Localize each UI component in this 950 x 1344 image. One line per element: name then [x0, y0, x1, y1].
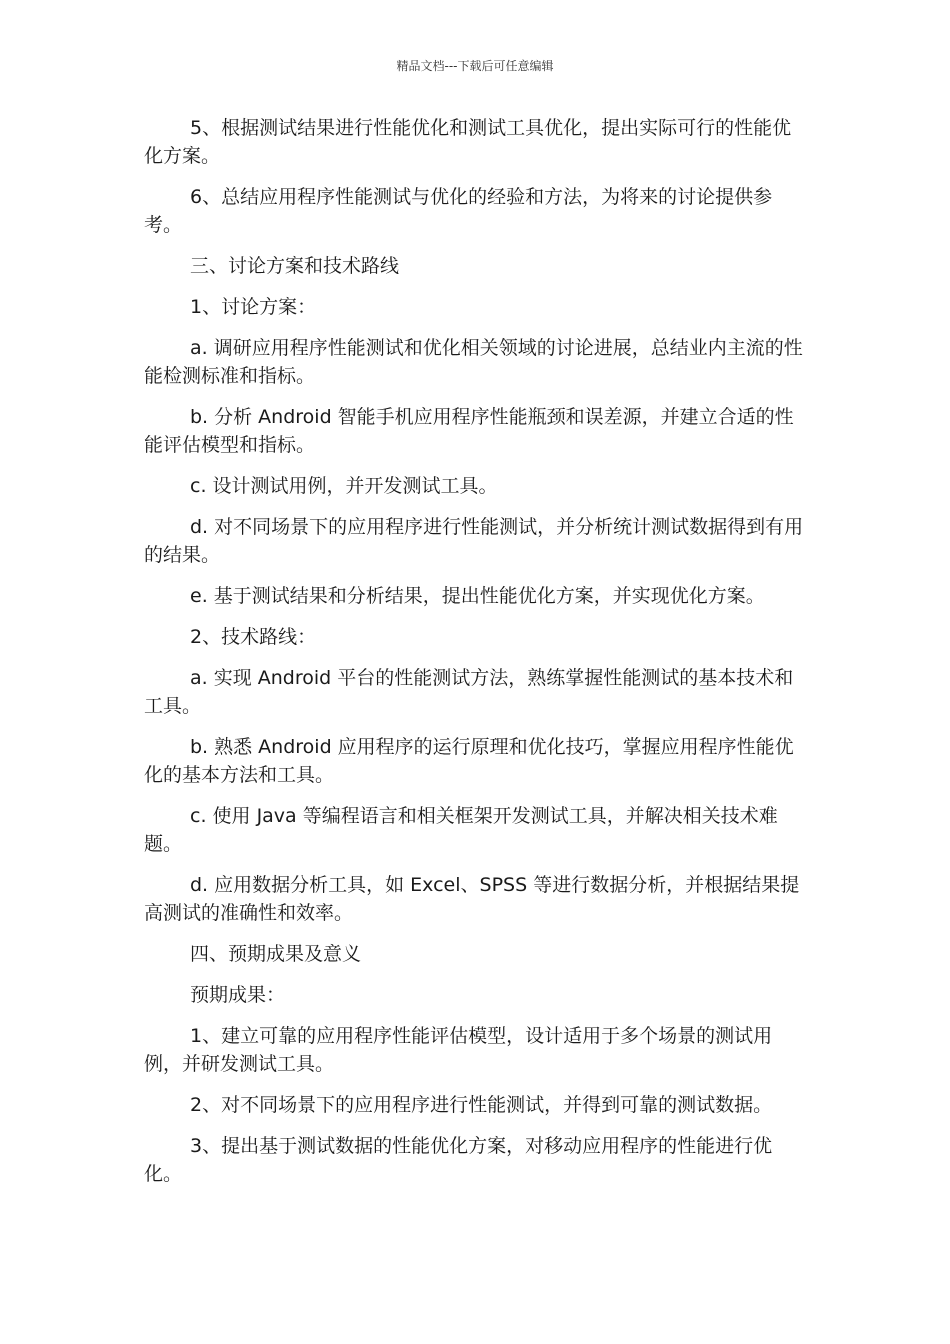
paragraph-goal-5: 5、根据测试结果进行性能优化和测试工具优化，提出实际可行的性能优化方案。: [144, 117, 792, 167]
result-item-1: 1、建立可靠的应用程序性能评估模型，设计适用于多个场景的测试用例，并研发测试工具。: [144, 1025, 773, 1075]
route-item-d: d. 应用数据分析工具，如 Excel、SPSS 等进行数据分析，并根据结果提高测试的准确性和效率。: [144, 874, 800, 924]
result-item-3: 3、提出基于测试数据的性能优化方案，对移动应用程序的性能进行优化。: [144, 1135, 773, 1185]
plan-item-b: b. 分析 Android 智能手机应用程序性能瓶颈和误差源，并建立合适的性能评估模型和指标。: [144, 406, 794, 456]
plan-item-d: d. 对不同场景下的应用程序进行性能测试，并分析统计测试数据得到有用的结果。: [144, 516, 804, 566]
subheading-expected-results: 预期成果：: [190, 984, 286, 1006]
section-heading-3: 三、讨论方案和技术路线: [190, 255, 400, 277]
document-body: [144, 114, 808, 1201]
section-heading-4: 四、预期成果及意义: [190, 943, 362, 965]
paragraph-goal-6: 6、总结应用程序性能测试与优化的经验和方法，为将来的讨论提供参考。: [144, 186, 773, 236]
route-item-a: a. 实现 Android 平台的性能测试方法，熟练掌握性能测试的基本技术和工具。: [144, 667, 794, 717]
plan-item-c: c. 设计测试用例，并开发测试工具。: [190, 475, 498, 497]
subheading-research-plan: 1、讨论方案：: [190, 296, 317, 318]
result-item-2: 2、对不同场景下的应用程序进行性能测试，并得到可靠的测试数据。: [190, 1094, 773, 1116]
route-item-b: b. 熟悉 Android 应用程序的运行原理和优化技巧，掌握应用程序性能优化的基本方法和工具。: [144, 736, 794, 786]
page-header: 精品文档---下载后可任意编辑: [396, 59, 554, 73]
subheading-tech-route: 2、技术路线：: [190, 626, 317, 648]
route-item-c: c. 使用 Java 等编程语言和相关框架开发测试工具，并解决相关技术难题。: [144, 805, 778, 855]
plan-item-e: e. 基于测试结果和分析结果，提出性能优化方案，并实现优化方案。: [190, 585, 765, 607]
plan-item-a: a. 调研应用程序性能测试和优化相关领域的讨论进展，总结业内主流的性能检测标准和指标。: [144, 337, 803, 387]
